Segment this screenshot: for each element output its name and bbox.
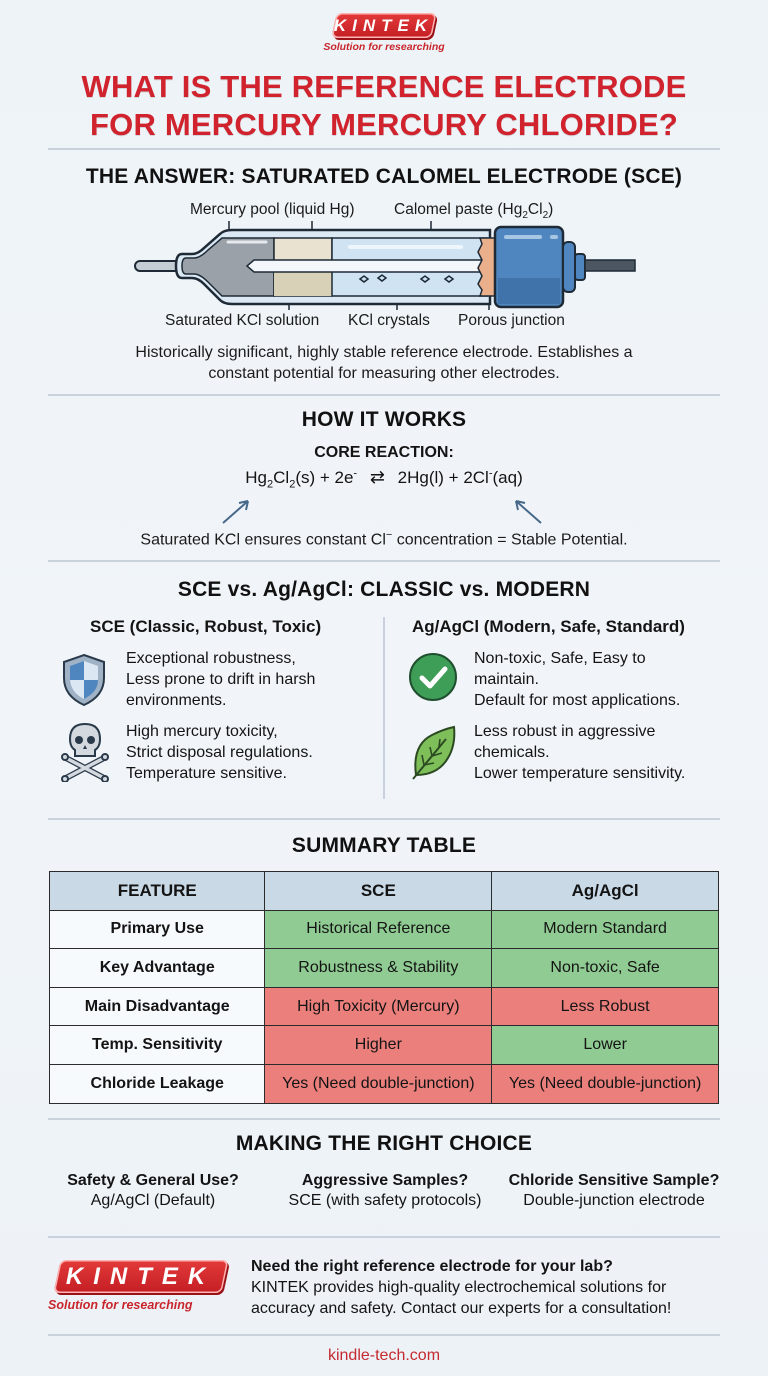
comparison-heading: SCE vs. Ag/AgCl: CLASSIC vs. MODERN [177,578,591,601]
reaction-note: Saturated KCl ensures constant Cl− concentration = Stable Potential. [140,529,628,549]
sce-con-text: High mercury toxicity, Strict disposal regulations. Temperature sensitive. [126,723,313,782]
logo-tagline: Solution for researching [48,1298,193,1312]
label-kcl-crystals: KCl crystals [348,312,430,329]
feature-cell: Primary Use [50,910,265,949]
cta-logo [48,1260,233,1312]
top-logo [0,13,768,53]
sce-cell: Higher [265,1026,492,1065]
sce-cell: Yes (Need double-junction) [265,1064,492,1103]
divider [48,394,720,396]
feature-cell: Key Advantage [50,949,265,988]
agagcl-cell: Yes (Need double-junction) [492,1064,719,1103]
cta-text: Need the right reference electrode for your lab? KINTEK provides high-quality electrochemical solutions for accuracy and safety. Contact our experts for a consultation! [251,1256,731,1319]
website-link[interactable]: kindle-tech.com [327,1347,441,1364]
label-porous-junction: Porous junction [458,312,565,329]
skull-crossbones-icon [58,720,112,782]
header-feature: FEATURE [50,872,265,911]
sce-cell: High Toxicity (Mercury) [265,987,492,1026]
core-reaction-equation: $Hg_2Cl_2(s) + 2e^-$ ⇄ 2Hg(l) + 2Cl-(aq) [245,467,523,491]
header-sce: SCE [265,872,492,911]
label-calomel-paste: Calomel paste $(Hg_2Cl_2)$ [394,201,554,222]
choice-option-safety: Safety & General Use? Ag/AgCl (Default) [67,1172,239,1209]
divider [48,1334,720,1336]
arrow-to-chloride-icon [510,497,544,525]
agagcl-cell: Less Robust [492,987,719,1026]
table-header-row [50,872,719,911]
agagcl-pro-text: Non-toxic, Safe, Easy to maintain. Default for most applications. [474,650,681,709]
table-row [50,910,719,949]
sce-pro-text: Exceptional robustness, Less prone to drift in harsh environments. [126,650,316,709]
label-mercury-pool: Mercury pool (liquid Hg) [190,201,355,218]
answer-heading: THE ANSWER: SATURATED CALOMEL ELECTRODE (SCE) [85,165,683,188]
divider [48,148,720,150]
answer-description: Historically significant, highly stable reference electrode. Establishes a constant potential for measuring other electrodes. [135,344,633,382]
choice-option-chloride: Chloride Sensitive Sample? Double-junction electrode [508,1172,720,1209]
table-row [50,949,719,988]
arrow-to-reactant-icon [220,497,254,525]
agagcl-con-text: Less robust in aggressive chemicals. Lower temperature sensitivity. [474,723,686,782]
label-saturated-kcl: Saturated KCl solution [165,312,320,329]
page-title: WHAT IS THE REFERENCE ELECTRODE FOR MERCURY MERCURY CHLORIDE? [81,69,687,142]
sce-column-title: SCE (Classic, Robust, Toxic) [90,617,322,636]
agagcl-cell: Non-toxic, Safe [492,949,719,988]
divider [48,560,720,562]
summary-table [49,871,719,1104]
agagcl-cell: Lower [492,1026,719,1065]
choice-option-aggressive: Aggressive Samples? SCE (with safety protocols) [288,1172,482,1209]
header-agagcl: Ag/AgCl [492,872,719,911]
feature-cell: Chloride Leakage [50,1064,265,1103]
feature-cell: Main Disadvantage [50,987,265,1026]
feature-cell: Temp. Sensitivity [50,1026,265,1065]
choice-heading: MAKING THE RIGHT CHOICE [235,1132,533,1155]
table-row [50,1026,719,1065]
kintek-logo-badge: KINTEK [331,13,436,38]
divider [48,818,720,820]
checkmark-circle-icon [408,652,458,702]
summary-table-heading: SUMMARY TABLE [291,834,477,857]
divider [48,1236,720,1238]
how-it-works-heading: HOW IT WORKS [301,408,467,431]
kintek-logo-badge: KINTEK [53,1260,228,1293]
divider [48,1118,720,1120]
column-divider [383,617,385,799]
sce-cell: Robustness & Stability [265,949,492,988]
logo-tagline: Solution for researching [323,41,445,53]
cta-heading: Need the right reference electrode for your lab? [251,1258,613,1275]
shield-icon [60,652,108,708]
agagcl-cell: Modern Standard [492,910,719,949]
agagcl-column-title: Ag/AgCl (Modern, Safe, Standard) [412,617,685,636]
table-row [50,987,719,1026]
core-reaction-label: CORE REACTION: [314,444,454,461]
table-row [50,1064,719,1103]
leaf-icon [410,725,458,781]
sce-cell: Historical Reference [265,910,492,949]
calomel-electrode-diagram [120,218,650,313]
equilibrium-arrow-icon: ⇄ [369,467,385,487]
